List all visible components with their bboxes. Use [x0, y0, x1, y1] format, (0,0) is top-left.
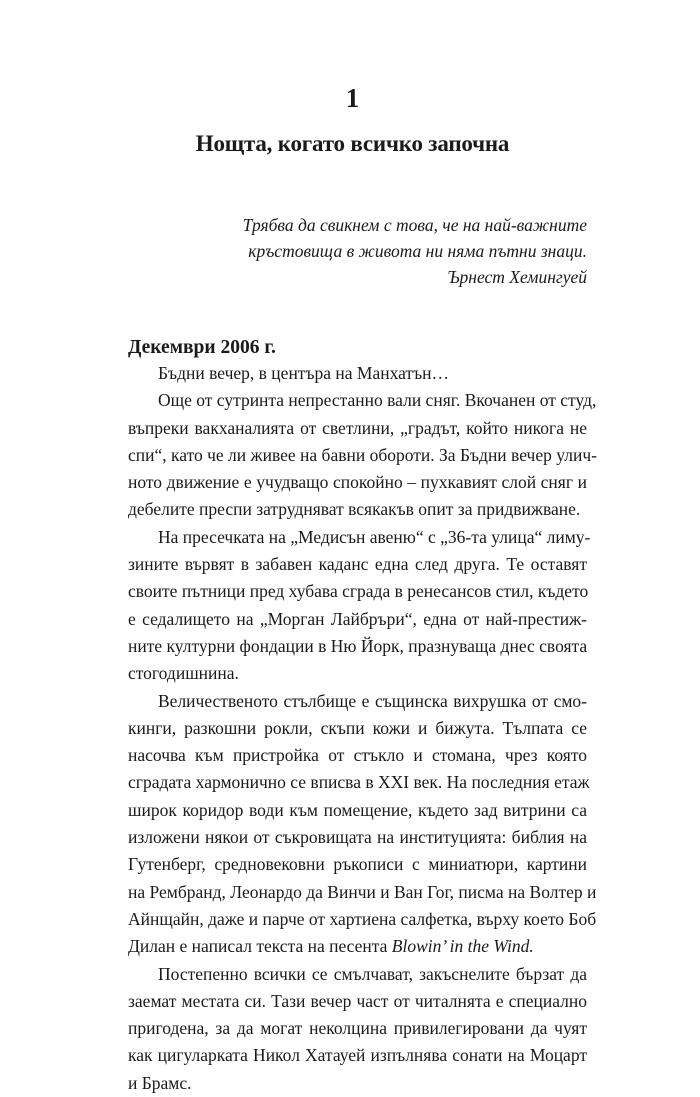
body-line-text: Гутенберг, средновековни ръкописи с миниатюри, картини	[128, 854, 587, 875]
body-line-text: Дилан е написал текста на песента	[128, 936, 392, 957]
epigraph-author: Ърнест Хемингуей	[447, 267, 587, 287]
body-line-text: сградата хармонично се вписва в XXI век. На последния етаж	[128, 772, 590, 793]
body-line	[128, 715, 587, 742]
body-line	[128, 660, 587, 687]
body-line	[128, 742, 587, 769]
body-line	[128, 906, 597, 933]
body-line-text: кинги, разкошни рокли, скъпи кожи и бижута. Тълпата се	[128, 717, 587, 738]
body-line	[128, 551, 587, 578]
body-line	[128, 387, 597, 414]
section-heading: Декември 2006 г.	[128, 337, 276, 358]
body-line-text: на Рембранд, Леонардо да Винчи и Ван Гог, писма на Волтер и	[128, 881, 597, 902]
body-line-text: ното движение е учудващо спокойно – пухкавият слой сняг и	[128, 472, 587, 493]
body-text	[128, 360, 597, 1097]
body-line	[128, 961, 587, 988]
body-line	[128, 633, 587, 660]
body-line	[128, 688, 587, 715]
body-line	[128, 1042, 587, 1069]
body-line-text: Постепенно всички се смълчават, закъснелите бързат да	[158, 963, 587, 984]
epigraph	[118, 212, 587, 290]
body-line	[128, 524, 591, 551]
body-line-text: На пресечката на „Медисън авеню“ с „36-та улица“ лиму-	[158, 526, 591, 547]
body-line	[128, 933, 587, 960]
body-line-text: зините вървят в забавен каданс една след друга. Те оставят	[128, 554, 587, 575]
body-line-text: как цигуларката Никол Хатауей изпълнява сонати на Моцарт	[128, 1045, 587, 1066]
body-line-text: своите пътници пред хубава сграда в ренесансов стил, където	[128, 581, 589, 602]
body-line-text: Още от сутринта непрестанно вали сняг. Вкочанен от студ,	[158, 390, 597, 411]
epigraph-line: Трябва да свикнем с това, че на най-важните	[242, 215, 587, 235]
body-line-text: широк коридор води към помещение, където зад витрини са	[128, 799, 587, 820]
body-line-text: и Брамс.	[128, 1072, 192, 1093]
body-line	[128, 851, 587, 878]
body-line-text: Айнщайн, даже и парче от хартиена салфетка, върху което Боб	[128, 908, 597, 929]
body-line	[128, 769, 590, 796]
body-line-text: заемат местата си. Тази вечер част от читалнята е специално	[128, 990, 587, 1011]
body-line-text: ните културни фондации в Ню Йорк, празнуваща днес своята	[128, 635, 588, 656]
body-line-text: спи“, като че ли живее на бавни обороти. За Бъдни вечер улич-	[128, 444, 597, 465]
body-line	[128, 824, 587, 851]
body-line-text: насочва към пристройка от стъкло и стомана, чрез която	[128, 745, 587, 766]
body-line-text: пригодена, за да могат неколцина привилегировани да чуят	[128, 1018, 587, 1039]
body-line-text: Величественото стълбище е същинска вихрушка от смо-	[158, 690, 587, 711]
body-line-text: въпреки вакханалията от светлини, „градът, който никога не	[128, 417, 587, 438]
body-line	[128, 606, 587, 633]
body-line	[128, 1070, 587, 1097]
body-line	[128, 469, 587, 496]
body-line	[128, 442, 597, 469]
epigraph-line: кръстовища в живота ни няма пътни знаци.	[248, 241, 587, 261]
chapter-title: Нощта, когато всичко започна	[195, 131, 510, 156]
body-line-text: дебелите преспи затрудняват всякакъв опит за придвижване.	[128, 499, 581, 520]
body-line	[128, 415, 587, 442]
body-line-text: стогодишнина.	[128, 663, 239, 684]
body-line-text: е седалището на „Морган Лайбръри“, една от най-престиж-	[128, 608, 587, 629]
body-line	[128, 1015, 587, 1042]
body-line	[128, 496, 587, 523]
body-line	[128, 797, 587, 824]
chapter-number: 1	[345, 83, 360, 113]
body-line-text: изложени някои от съкровищата на институцията: библия на	[128, 827, 587, 848]
body-line	[128, 578, 587, 605]
body-line	[128, 988, 587, 1015]
song-title: Blowin’ in the Wind.	[391, 936, 534, 957]
body-line	[128, 360, 587, 387]
body-line-text: Бъдни вечер, в центъра на Манхатън…	[158, 363, 449, 383]
body-line	[128, 879, 597, 906]
